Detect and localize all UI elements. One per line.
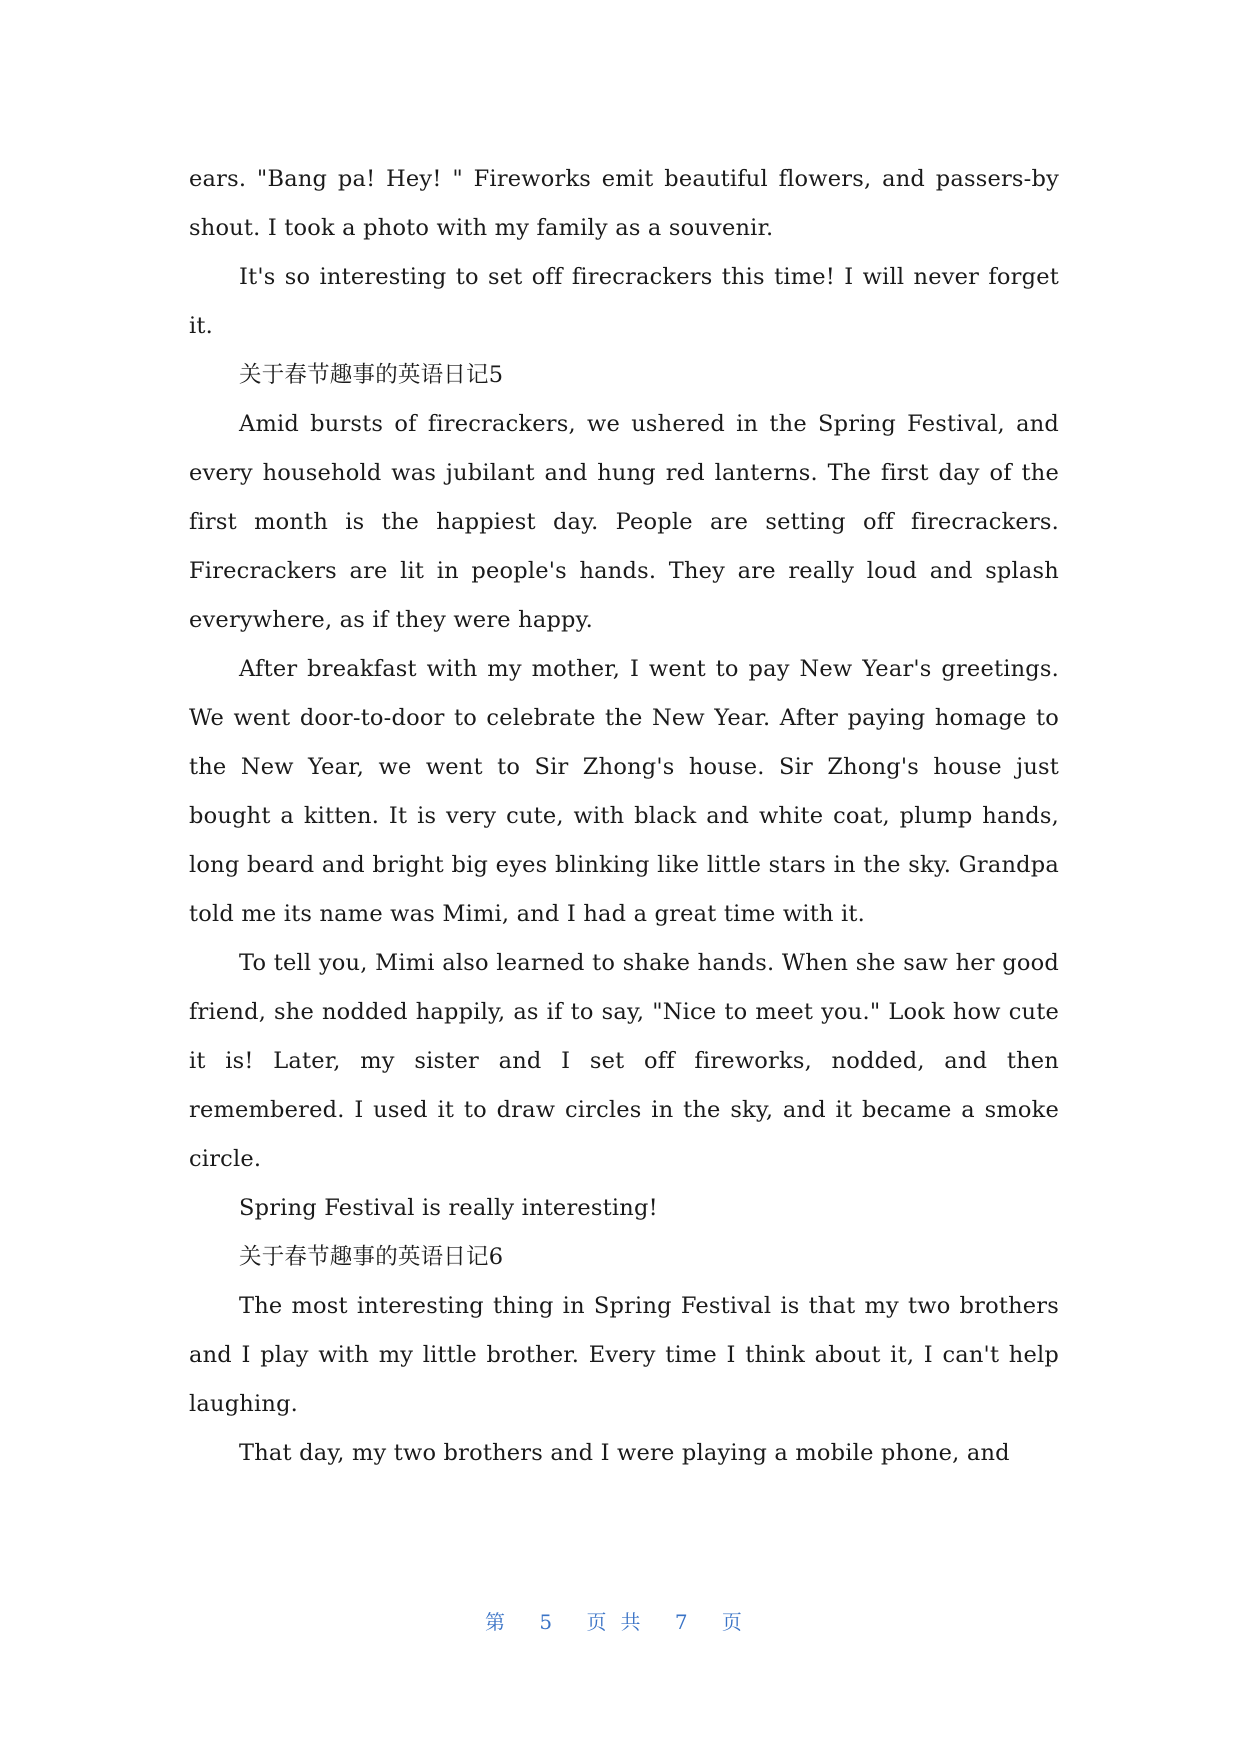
section-heading-diary-6: 关于春节趣事的英语日记6 [239,1244,504,1270]
paragraph-spring-festival-interesting: Spring Festival is really interesting! [239,1195,658,1221]
paragraph-brothers: The most interesting thing in Spring Festival is that my two brothers and I play with my little brother. Every time I think about it, I can't help laughing. [189,1293,1059,1417]
page-number-footer: 第 5 页共 7 页 [485,1610,756,1634]
document-body [189,155,1059,1478]
paragraph-fireworks-end: ears. "Bang pa! Hey! " Fireworks emit beautiful flowers, and passers-by shout. I took a photo with my family as a souvenir. [189,166,1059,241]
paragraph-mimi-handshake: To tell you, Mimi also learned to shake hands. When she saw her good friend, she nodded happily, as if to say, "Nice to meet you." Look how cute it is! Later, my sister and I set off fireworks, nodded, and then remembered. I used it to draw circles in the sky, and it became a smoke circle. [189,950,1059,1172]
paragraph-mobile-phone: That day, my two brothers and I were playing a mobile phone, and [239,1440,1010,1466]
paragraph-firecrackers: Amid bursts of firecrackers, we ushered in the Spring Festival, and every household was jubilant and hung red lanterns. The first day of the first month is the happiest day. People are setting off firecrackers. Firecrackers are lit in people's hands. They are really loud and splash everywhere, as if they were happy. [189,411,1059,633]
paragraph-new-year-greetings: After breakfast with my mother, I went to pay New Year's greetings. We went door-to-door to celebrate the New Year. After paying homage to the New Year, we went to Sir Zhong's house. Sir Zhong's house just bought a kitten. It is very cute, with black and white coat, plump hands, long beard and bright big eyes blinking like little stars in the sky. Grandpa told me its name was Mimi, and I had a great time with it. [189,656,1059,927]
paragraph-never-forget: It's so interesting to set off firecrackers this time! I will never forget it. [189,264,1059,339]
section-heading-diary-5: 关于春节趣事的英语日记5 [239,362,504,388]
